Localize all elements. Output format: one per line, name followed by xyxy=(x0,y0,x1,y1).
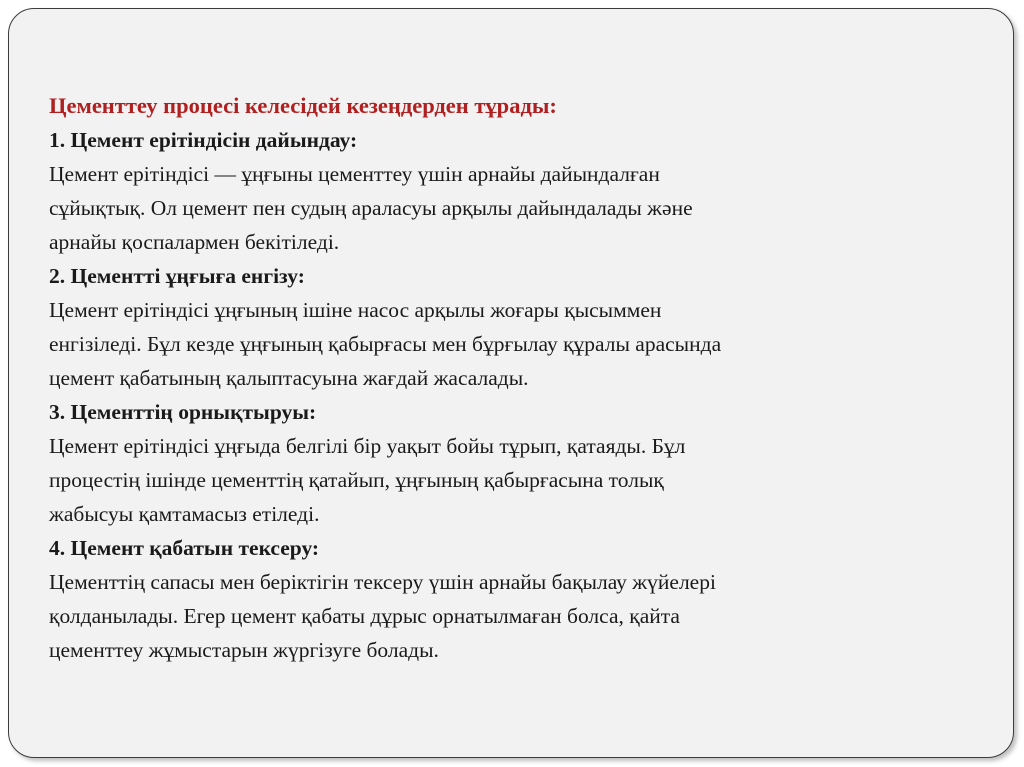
text-line: жабысуы қамтамасыз етіледі. xyxy=(49,502,320,526)
text-line: қолданылады. Егер цемент қабаты дұрыс орнатылмаған болса, қайта xyxy=(49,604,680,628)
slide-content xyxy=(49,89,989,667)
section-2-heading: 2. Цементті ұңғыға енгізу: xyxy=(49,264,305,288)
section-4-text xyxy=(49,565,989,667)
text-line: сұйықтық. Ол цемент пен судың араласуы арқылы дайындалады және xyxy=(49,196,693,220)
text-line: Цемент ерітіндісі — ұңғыны цементтеу үшін арнайы дайындалған xyxy=(49,162,660,186)
section-1-text xyxy=(49,157,989,259)
section-4-heading: 4. Цемент қабатын тексеру: xyxy=(49,536,320,560)
text-line: енгізіледі. Бұл кезде ұңғының қабырғасы мен бұрғылау құралы арасында xyxy=(49,332,722,356)
slide-title: Цементтеу процесі келесідей кезеңдерден тұрады: xyxy=(49,93,557,118)
slide-frame xyxy=(8,8,1014,758)
section-1-heading: 1. Цемент ерітіндісін дайындау: xyxy=(49,128,358,152)
text-line: Цемент ерітіндісі ұңғыда белгілі бір уақыт бойы тұрып, қатаяды. Бұл xyxy=(49,434,686,458)
section-3-heading: 3. Цементтің орнықтыруы: xyxy=(49,400,317,424)
section-2-text xyxy=(49,293,989,395)
text-line: Цемент ерітіндісі ұңғының ішіне насос арқылы жоғары қысыммен xyxy=(49,298,662,322)
text-line: цемент қабатының қалыптасуына жағдай жасалады. xyxy=(49,366,529,390)
text-line: Цементтің сапасы мен беріктігін тексеру үшін арнайы бақылау жүйелері xyxy=(49,570,716,594)
text-line: цементтеу жұмыстарын жүргізуге болады. xyxy=(49,638,439,662)
text-line: процестің ішінде цементтің қатайып, ұңғының қабырғасына толық xyxy=(49,468,664,492)
text-line: арнайы қоспалармен бекітіледі. xyxy=(49,230,340,254)
section-3-text xyxy=(49,429,989,531)
